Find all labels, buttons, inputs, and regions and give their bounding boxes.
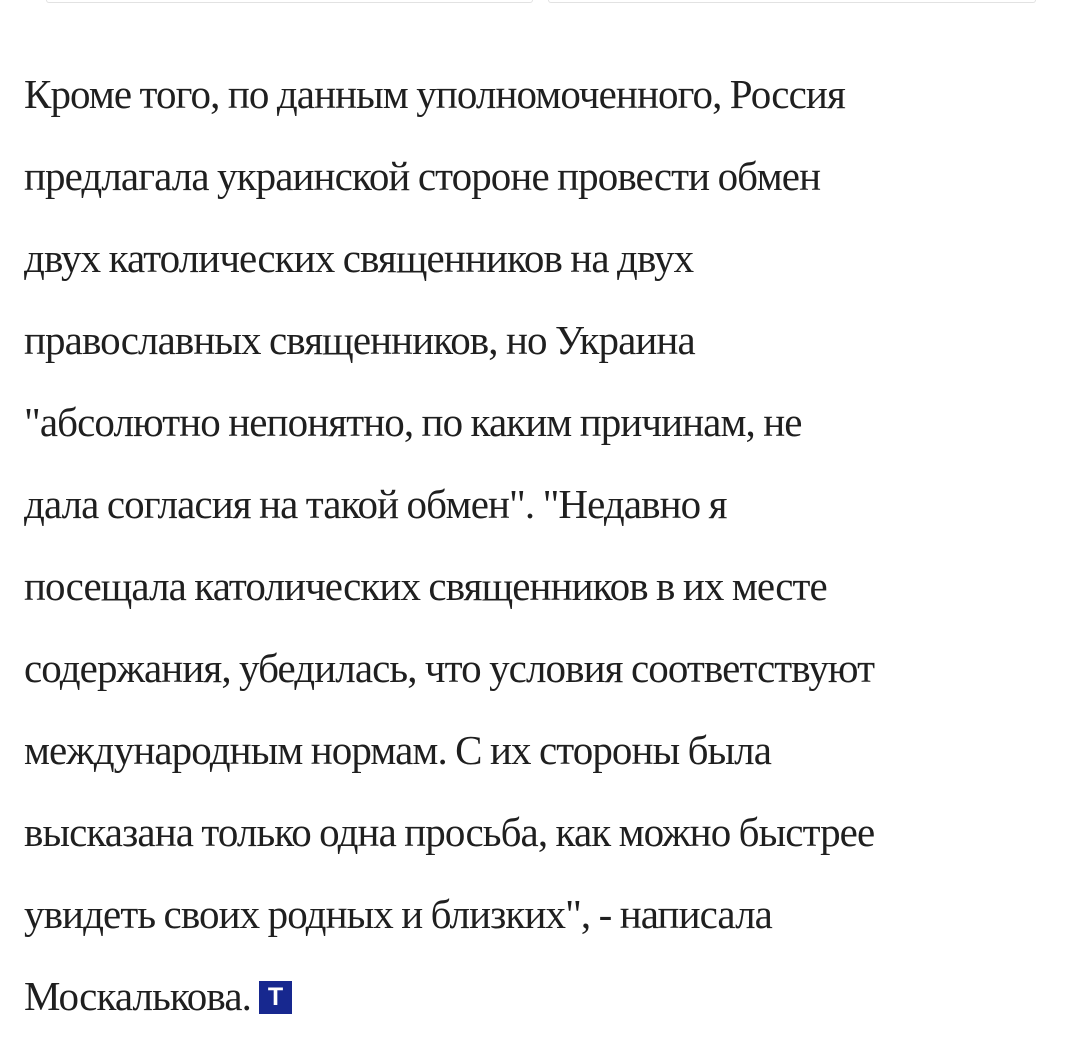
text-line-last <box>24 955 1064 1037</box>
tass-end-mark-icon: Т <box>259 981 292 1014</box>
text-line: дала согласия на такой обмен". "Недавно я <box>24 481 727 527</box>
text-line: посещала католических священников в их месте <box>24 563 827 609</box>
article-paragraph <box>24 53 1064 1037</box>
top-tab-right[interactable] <box>548 0 1036 3</box>
text-line: "абсолютно непонятно, по каким причинам, не <box>24 399 802 445</box>
text-line: Кроме того, по данным уполномоченного, Россия <box>24 71 845 117</box>
text-line: православных священников, но Украина <box>24 317 695 363</box>
top-tab-left[interactable] <box>46 0 533 3</box>
text-line: международным нормам. С их стороны была <box>24 727 772 773</box>
article-body <box>24 53 1064 1037</box>
text-line: содержания, убедилась, что условия соответствуют <box>24 645 875 691</box>
text-line: высказана только одна просьба, как можно быстрее <box>24 809 875 855</box>
text-line-last-text: Москалькова. <box>24 973 251 1019</box>
text-line: увидеть своих родных и близких", - написала <box>24 891 772 937</box>
text-line: двух католических священников на двух <box>24 235 694 281</box>
text-line: предлагала украинской стороне провести обмен <box>24 153 821 199</box>
top-tab-bar <box>46 0 1036 4</box>
